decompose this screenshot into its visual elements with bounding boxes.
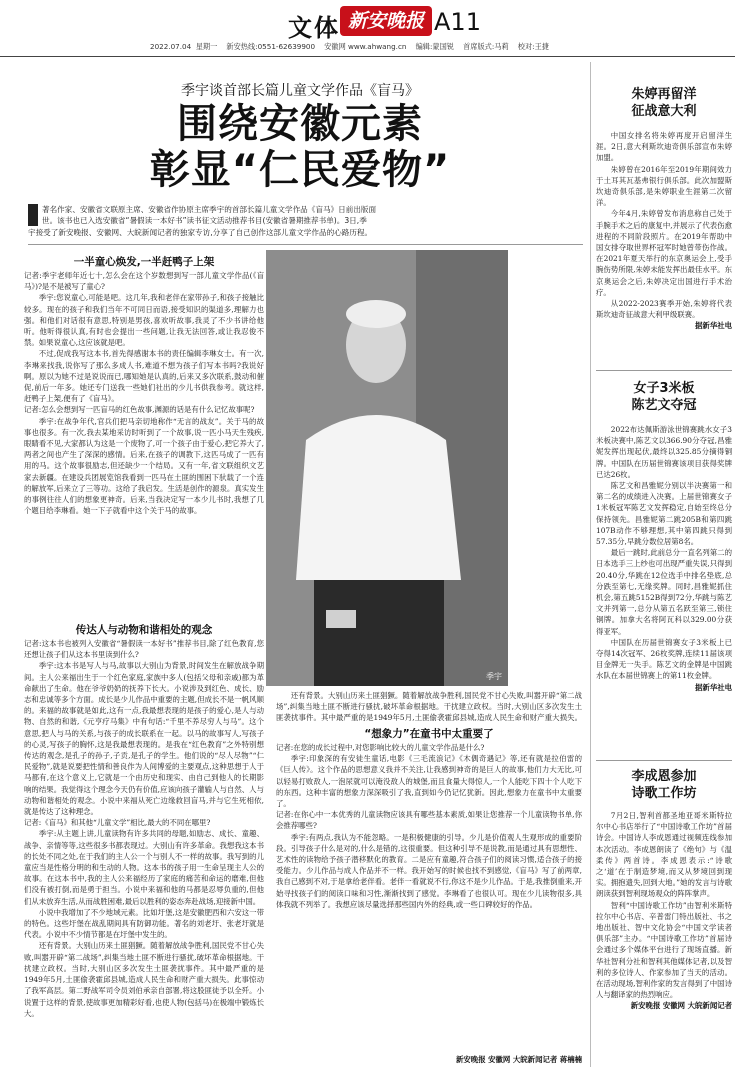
para: 记者:季宇老师年近七十,怎么会在这个岁数想到写一部儿童文学作品(《盲马》)?是不是被写了童心?: [24, 271, 264, 292]
para: 季宇:在战争年代,官兵们把马亲切地称作“无言的战友”。关于马的故事也很多。有一次,我去某地采访时听到了一个故事,说一匹小马天生残疾,眼睛看不见,大家都认为这是一个废物了,可一个孩子由于爱心,把它养大了,两者之间也产生了深深的感情。后来,在孩子的调教下,这匹马成了一匹有用的马。这个故事很励志,但还缺少一个结局。又有一年,省文联组织文艺家去新疆。在建设兵团展览馆我看到一匹马在土匪的围困下驮载了一个连的解放军,后来立了三等功。这给了我启发。生活是创作的源泉。真实发生的事例往往人们的想象更神奇。后来,当我决定写一本少儿书时,我想了几个题目给李琳看。她一下子就看中这个关于马的故事。: [24, 416, 264, 516]
story3-title-2: 诗歌工作坊: [631, 786, 697, 801]
intro-marker: [28, 204, 38, 226]
section2-continued: [276, 690, 582, 724]
intro-line-2: 世。该书也已入选安徽省“暑假读一本好书”读书征文活动推荐书目(安徽省暑期推荐书单)。3日,季: [42, 216, 367, 226]
para: 记者:这本书也被列入安徽省“暑假读一本好书”推荐书目,除了红色教育,您还想让孩子们从这本书里读到什么?: [24, 639, 264, 660]
paper-logo: [340, 6, 432, 36]
portrait-figure: [266, 250, 508, 686]
story2-body: [596, 424, 732, 682]
section2-body: [24, 638, 264, 1070]
photo-caption: 季宇: [486, 672, 502, 681]
para: 小说中我增加了不少地域元素。比如圩堡,这是安徽肥西和六安这一带的特色。这些圩堡在战乱期间具有防御功能。著名的刘老圩、张老圩就是代表。小说中不少情节都是在圩堡中发生的。: [24, 907, 264, 940]
intro-line-3: 宇接受了新安晚报、安徽网、大皖新闻记者的独家专访,分享了自己创作这部儿童文学作品的心路历程。: [28, 227, 373, 237]
para: 季宇:有两点,我认为不能忽略。一是积极健康的引导。少儿是价值观人生观形成的重要阶段。引导孩子什么是对的,什么是错的,这很重要。但这种引导不是说教,而是通过具有思想性、艺术性的读物给予孩子潜移默化的教育。二是应有童趣,符合孩子们的阅读习惯,适合孩子的接受能力。少儿作品与成人作品并不一样。我开始写的时候也找不到感觉,《盲马》写了前两章,我自己感到不对,于是拿给老伴看。老伴一看就说不行,你这不是少儿作品。于是,我推倒重来,开始寻找孩子们的阅读口味和习性,渐渐找到了感觉。李琳看了也很认可。现在少儿读物很多,具体我就不列举了。我想应该尽量选择那些国内外的经典,或一些口碑较好的作品。: [276, 832, 582, 909]
masthead: [0, 0, 735, 60]
sidebar-rule-1: [596, 370, 732, 371]
story3-title-1: 李成恩参加: [631, 769, 697, 784]
story1-title-2: 征战意大利: [631, 104, 697, 119]
section2-title: 传达人与动物和谐相处的观念: [75, 624, 213, 636]
intro-line-1: 著名作家、安徽省文联原主席、安徽省作协原主席季宇的首部长篇儿童文学作品《盲马》日前出版面: [42, 205, 377, 214]
lead-credit: 新安晚报 安徽网 大皖新闻记者 蒋楠楠: [456, 1055, 582, 1064]
author-photo: [266, 250, 508, 686]
para: 7月2日,智利首都圣地亚哥米斯特拉尔中心书店举行了“中国诗歌工作坊”首届诗会。中国诗人李成恩通过视频连线参加本次活动。李成恩朗读了《绝句》与《温柔传》两首诗。李成恩表示:“诗歌之‘道’在于制造梦境,而又从梦境回到现实。拥抱遗失,回到大地。”她的发言与诗歌朗读获到智利现场观众的阵阵掌声。: [596, 811, 732, 899]
para: 朱婷曾在2016年至2019年期间效力于土耳其瓦基弗银行俱乐部。此次加盟斯坎迪奇俱乐部,是朱婷职业生涯第二次留洋。: [596, 164, 732, 208]
para: 2022布达佩斯游泳世锦赛跳水女子3米板决赛中,陈艺文以366.90分夺冠,昌雅妮发挥出现起伏,最终以325.85分摘得铜牌。中国队在历届世锦赛该项目获得奖牌已达26枚。: [596, 425, 732, 479]
para: 智利“中国诗歌工作坊”由智利米斯特拉尔中心书店、辛普雷门特出版社、书之地出版社、智中文化协会“中国文学读者俱乐部”主办。“中国诗歌工作坊”首届诗会通过多个媒体平台进行了现场直播。新华社智利分社和智利其他媒体记者,以及智利的多位诗人、作家参加了当天的活动。在活动现场,智利作家的发言得到了中国诗人与翻译家的热烈响应。: [596, 900, 732, 1000]
intro-rule: [28, 244, 583, 245]
paper-logo-text: 新安晚报: [347, 10, 424, 32]
story3-body: [596, 810, 732, 1000]
section3-body: [276, 742, 582, 1052]
para: 不过,促成我写这本书,首先得感谢本书的责任编辑李琳女士。有一次,李琳来找我,说你写了那么多成人书,难道不想为孩子们写本书吗?我说好啊。原以为她不过是说说而已,哪知她是认真的,后来又多次联系,鼓动和催促,前后一年多。她还专门送我一些她们社出的少儿书供我参考。就这样,赶鸭子上架,便有了《盲马》。: [24, 349, 264, 404]
story1-credit: 据新华社电: [695, 321, 732, 331]
section1-body: [24, 270, 264, 516]
story2-title-1: 女子3米板: [633, 381, 695, 396]
para: 陈艺文和昌雅妮分别以半决赛第一和第二名的成绩进入决赛。上届世锦赛女子1米板冠军陈艺文发挥稳定,自始至终总分保持领先。昌雅妮第二跳205B和第四跳107B动作不够理想,其中第四跳只得到57.35分,早跳分数位居第8名。: [596, 481, 732, 547]
para: 今年4月,朱婷曾发布消息称自己处于手腕手术之后的康复中,并展示了代表伤愈进程的不同阶段照片。在2019年帮助中国女排夺取世界杯冠军时她曾带伤作战。在2021年夏天举行的东京奥运会上,受手腕伤势所限,朱婷未能发挥出最佳水平。东京奥运会之后,朱婷决定出国进行手术治疗。: [596, 209, 732, 297]
story1-title-1: 朱婷再留洋: [631, 87, 697, 102]
para: 最后一跳时,此前总分一直名列第二的日本选手三上纱也可出现严重失误,只得到20.40分,华跳在12位选手中排名垫底,总分跌至第七,无缘奖牌。同时,昌雅妮抓住机会,第五跳5152B得到72分,华跳与陈艺文并列第一,总分从第五名跃至第三,锁住铜牌。加拿大名将阿瓦科以329.00分获得亚军。: [596, 548, 732, 636]
story3-credit: 新安晚报 安徽网 大皖新闻记者: [630, 1001, 732, 1011]
sidebar-story-3: [596, 768, 732, 1068]
lead-headline-2: 彰显“仁民爱物”: [149, 147, 451, 193]
para: 还有背景。大别山历来土匪猖獗。随着解放战争胜利,国民党不甘心失败,叫嚣开辟“第二战场”,纠集当地土匪不断进行骚扰,破坏革命根据地。干扰建立政权。当时,大别山区多次发生土匪袭扰事件。其中最严重的是1949年5月,土匪偷袭霍邱县城,造成人民生命和财产重大损失。此事惊动了我军高层。第二野战军司令员刘伯承亲自部署,将这股匪徒予以全歼。小说置于这样的背景,使故事更加精彩好看,也使人物(包括马)在极端中锻炼长大。: [24, 941, 264, 1018]
story2-title-2: 陈艺文夺冠: [631, 398, 697, 413]
para: 记者:在你心中一本优秀的儿童读物应该具有哪些基本素质,如果让您推荐一个儿童读物书单,你会推荐哪些?: [276, 810, 582, 831]
section3-title: “想象力”在童书中太重要了: [364, 728, 494, 740]
lead-headline-1: 围绕安徽元素: [177, 101, 423, 147]
para: 季宇:印象深的有安徒生童话,电影《三毛流浪记》《木偶奇遇记》等,还有就是拉伯雷的《巨人传》。这个作品的思想意义我并不关注,让我感到神奇的是巨人的故事,他们力大无比,可以轻易打败敌人,一泡尿就可以淹没敌人的城堡,而且食量大得惊人,一个人能吃下四十个人吃下的东西。这种丰富的想象力深深吸引了我,直到如今仍记忆犹新。因此,想象力在童书中太重要了。: [276, 754, 582, 809]
para: 从2022-2023赛季开始,朱婷将代表斯坎迪奇征战意大利甲级联赛。: [596, 299, 732, 320]
para: 还有背景。大别山历来土匪猖獗。随着解放战争胜利,国民党不甘心失败,叫嚣开辟“第二战场”,纠集当地土匪不断进行骚扰,破坏革命根据地。干扰建立政权。当时,大别山区多次发生土匪袭扰事件。其中最严重的是1949年5月,土匪偷袭霍邱县城,造成人民生命和财产重大损失。: [276, 691, 582, 723]
para: 记者:《盲马》和其他“儿童文学”相比,最大的不同在哪里?: [24, 818, 211, 828]
masthead-info: 2022.07.04 星期一 新安热线:0551-62639900 安徽网 www.ahwang.cn 编辑:蒙国锐 首席版式:马莉 校对:王捷: [150, 42, 549, 51]
para: 记者:在您的成长过程中,对您影响比较大的儿童文学作品是什么?: [276, 743, 485, 752]
para: 季宇:从主题上讲,儿童读物有许多共同的母题,如励志、成长、童趣、战争、亲情等等,这些很多书都表现过。大别山有许多革命。我想我这本书的长处不同之处,在于我们的主人公一个与别人不一样的故事。我写到的儿童应当是性格分明的和生动的人物。这本书的孩子用一生命呈现主人公的故事。在这本书中,我的主人公来福经历了家庭的痛苦和命运的磨难,但他们没有被打倒,而是勇于担当。小说中来福和他的马都是忍辱负重的,但他们从未放弃生活,从而战胜困难,最后以胜利的姿态奔赴战场,迎接新中国。: [24, 829, 264, 906]
lead-intro: [28, 204, 583, 238]
masthead-rule: [0, 56, 735, 57]
para: 季宇:您说童心,可能是吧。这几年,我和老伴在家带孙子,和孩子接触比较多。现在的孩子和我们当年不可同日而语,接受知识的渠道多,理解力也强。和他们对话很有意思,特别是男孩,喜欢听故事,我灵了不少书讲给他听。他听得很认真,有时也会提出一些问题,让我无法回答,或让我忍俊不禁。如果说童心,这应该就是吧。: [24, 293, 264, 348]
story1-body: [596, 130, 732, 320]
sidebar-story-1: [596, 86, 732, 331]
column-divider: [590, 62, 591, 1067]
sidebar-rule-2: [596, 760, 732, 761]
sidebar-story-2: [596, 380, 732, 693]
para: 中国女排名将朱婷再度开启留洋生涯。2日,意大利斯坎迪奇俱乐部宣布朱婷加盟。: [596, 131, 732, 163]
section-name: 文体: [288, 14, 340, 42]
section1-title: 一半童心焕发,一半赶鸭子上架: [73, 256, 215, 268]
para: 记者:怎么会想到写一匹盲马的红色故事,渊源的话是有什么记忆故事呢?: [24, 405, 255, 415]
page-number: A11: [434, 8, 481, 36]
story2-credit: 据新华社电: [695, 682, 732, 692]
lead-kicker: 季宇谈首部长篇儿童文学作品《盲马》: [181, 83, 419, 99]
para: 中国队在历届世锦赛女子3米板上已夺得14次冠军、26枚奖牌,连续11届该项目金牌无一失手。陈艺文的金牌是中国跳水队在本届世锦赛上的第11枚金牌。: [596, 637, 732, 681]
para: 季宇:这本书是写人与马,故事以大别山为背景,时间发生在解放战争期间。主人公来福出生于一个红色家庭,家族中多人(包括父母和亲戚)都为革命献出了生命。他在爷爷奶奶的抚养下长大。小说涉及到红色、成长、励志和忠诚等多个方面。成长是少儿作品中重要的主题,但成长不是一帆风顺的。来福的故事就是如此,这有一点,我最想表现的是孩子的爱心,是人与动物、自然的和谐,《元亨疗马集》中有句话:“千里不养尽穷人与马”。这个意思,把人与马的关系,与孩子的成长联系在一起。以马的故事写人,写孩子的心灵,写孩子的胸怀,这是我最想表现的。是我在“红色教育”之外特别想传达的观念,是孔子的孙子,子贡,是孔子的学生。他们说的“尽人尽物”“仁民爱物”,就是说要把性情和善良作为人间博爱的主要观点,这种思想于人于马都有,在这个意义上,它就是一个由历史和现实、由自己到他人的长期影响的结果。我觉得这个理念今天仍有价值,应该向孩子灌输人与自然、人与动物和谐相处的观念。小说中来福从死亡边缘救回盲马,并与它生死相依,就是传达了这种理念。: [24, 661, 264, 817]
